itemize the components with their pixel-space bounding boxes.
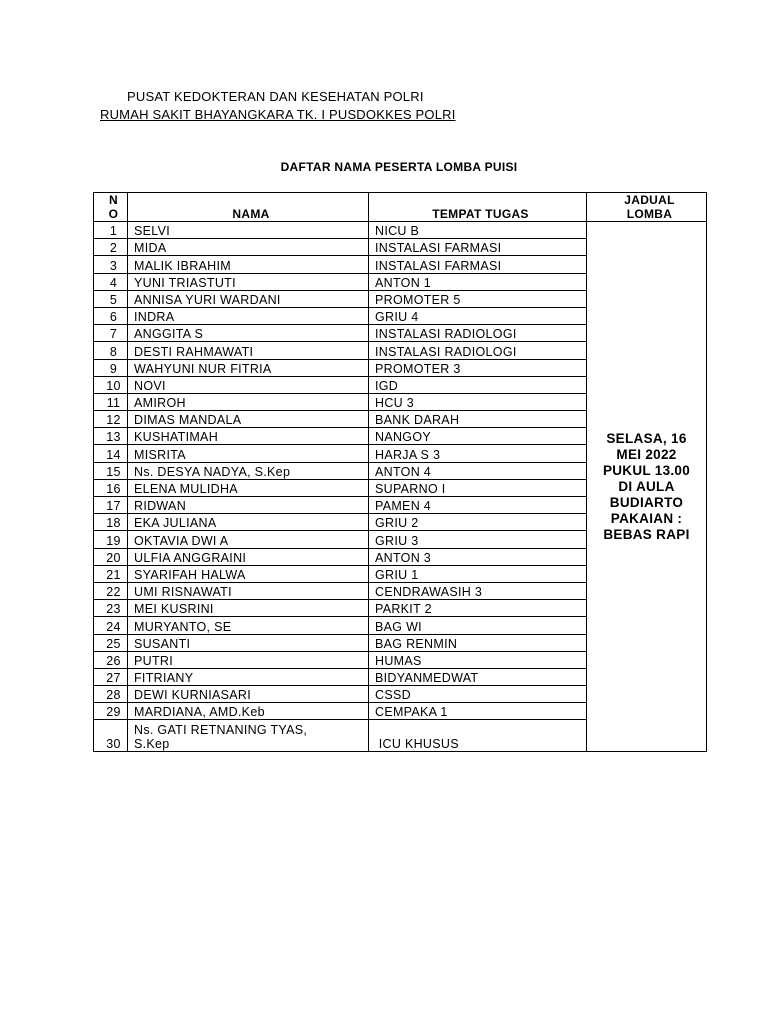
institution-name: PUSAT KEDOKTERAN DAN KESEHATAN POLRI <box>127 89 424 104</box>
schedule-line: MEI 2022 <box>616 446 677 462</box>
table-row <box>94 222 707 239</box>
row-number: 15 <box>94 462 128 479</box>
participant-name <box>128 720 369 752</box>
row-number: 24 <box>94 617 128 634</box>
duty-place: HARJA S 3 <box>369 445 587 462</box>
schedule-line: BEBAS RAPI <box>603 526 690 542</box>
row-number: 9 <box>94 359 128 376</box>
row-number: 12 <box>94 411 128 428</box>
hospital-name: RUMAH SAKIT BHAYANGKARA TK. I PUSDOKKES POLRI <box>100 107 456 122</box>
row-number: 16 <box>94 479 128 496</box>
duty-place: INSTALASI FARMASI <box>369 239 587 256</box>
duty-place: PROMOTER 3 <box>369 359 587 376</box>
row-number: 14 <box>94 445 128 462</box>
header-no-line1: N <box>109 193 118 207</box>
duty-place: ANTON 3 <box>369 548 587 565</box>
row-number: 19 <box>94 531 128 548</box>
participant-name: SYARIFAH HALWA <box>128 565 369 582</box>
participant-name: UMI RISNAWATI <box>128 582 369 599</box>
row-number: 22 <box>94 582 128 599</box>
participant-name: NOVI <box>128 376 369 393</box>
participant-name: ANNISA YURI WARDANI <box>128 290 369 307</box>
participant-name: RIDWAN <box>128 497 369 514</box>
header-schedule-line2: LOMBA <box>626 207 673 221</box>
duty-place: PAMEN 4 <box>369 497 587 514</box>
participant-name: ANGGITA S <box>128 325 369 342</box>
header-name: NAMA <box>128 193 369 222</box>
row-number: 28 <box>94 686 128 703</box>
schedule-line: BUDIARTO <box>609 494 684 510</box>
participant-name: INDRA <box>128 307 369 324</box>
row-number: 2 <box>94 239 128 256</box>
participant-name: KUSHATIMAH <box>128 428 369 445</box>
header-no <box>94 193 128 222</box>
header-place: TEMPAT TUGAS <box>369 193 587 222</box>
participant-name: SUSANTI <box>128 634 369 651</box>
schedule-line: PAKAIAN : <box>610 510 683 526</box>
participant-name: FITRIANY <box>128 668 369 685</box>
row-number: 25 <box>94 634 128 651</box>
row-number: 10 <box>94 376 128 393</box>
duty-place: GRIU 3 <box>369 531 587 548</box>
participant-name: Ns. DESYA NADYA, S.Kep <box>128 462 369 479</box>
header-schedule <box>587 193 707 222</box>
participant-name: WAHYUNI NUR FITRIA <box>128 359 369 376</box>
duty-place: INSTALASI FARMASI <box>369 256 587 273</box>
participant-name: ULFIA ANGGRAINI <box>128 548 369 565</box>
row-number: 21 <box>94 565 128 582</box>
table-body <box>94 222 707 752</box>
duty-place: GRIU 1 <box>369 565 587 582</box>
duty-place: INSTALASI RADIOLOGI <box>369 342 587 359</box>
duty-place: ANTON 1 <box>369 273 587 290</box>
row-number: 8 <box>94 342 128 359</box>
duty-place: CENDRAWASIH 3 <box>369 582 587 599</box>
row-number: 27 <box>94 668 128 685</box>
duty-place: NANGOY <box>369 428 587 445</box>
participant-name-line1: Ns. GATI RETNANING TYAS, <box>134 723 308 738</box>
duty-place: PARKIT 2 <box>369 600 587 617</box>
duty-place: HUMAS <box>369 651 587 668</box>
schedule-line: SELASA, 16 <box>606 430 687 446</box>
participant-name: MEI KUSRINI <box>128 600 369 617</box>
row-number: 30 <box>94 720 128 752</box>
duty-place: NICU B <box>369 222 587 239</box>
duty-place: IGD <box>369 376 587 393</box>
row-number: 18 <box>94 514 128 531</box>
participant-name: AMIROH <box>128 393 369 410</box>
schedule-cell <box>587 222 707 752</box>
participant-name: MARDIANA, AMD.Keb <box>128 703 369 720</box>
participant-name-line2: S.Kep <box>134 737 170 752</box>
duty-place: ICU KHUSUS <box>369 720 587 752</box>
participant-name: DIMAS MANDALA <box>128 411 369 428</box>
document-title: DAFTAR NAMA PESERTA LOMBA PUISI <box>280 160 518 174</box>
row-number: 20 <box>94 548 128 565</box>
schedule-line: DI AULA <box>618 478 675 494</box>
duty-place: BIDYANMEDWAT <box>369 668 587 685</box>
duty-place: HCU 3 <box>369 393 587 410</box>
row-number: 17 <box>94 497 128 514</box>
row-number: 3 <box>94 256 128 273</box>
participant-name: ELENA MULIDHA <box>128 479 369 496</box>
participant-table <box>93 192 707 752</box>
row-number: 5 <box>94 290 128 307</box>
duty-place: SUPARNO I <box>369 479 587 496</box>
duty-place: GRIU 4 <box>369 307 587 324</box>
duty-place: PROMOTER 5 <box>369 290 587 307</box>
row-number: 11 <box>94 393 128 410</box>
participant-name: MISRITA <box>128 445 369 462</box>
row-number: 29 <box>94 703 128 720</box>
duty-place: INSTALASI RADIOLOGI <box>369 325 587 342</box>
duty-place: GRIU 2 <box>369 514 587 531</box>
row-number: 1 <box>94 222 128 239</box>
duty-place: ANTON 4 <box>369 462 587 479</box>
row-number: 4 <box>94 273 128 290</box>
row-number: 7 <box>94 325 128 342</box>
duty-place: BANK DARAH <box>369 411 587 428</box>
participant-name: DESTI RAHMAWATI <box>128 342 369 359</box>
participant-name: OKTAVIA DWI A <box>128 531 369 548</box>
row-number: 13 <box>94 428 128 445</box>
row-number: 23 <box>94 600 128 617</box>
participant-name: MIDA <box>128 239 369 256</box>
participant-name: DEWI KURNIASARI <box>128 686 369 703</box>
participant-name: EKA JULIANA <box>128 514 369 531</box>
participant-name: MALIK IBRAHIM <box>128 256 369 273</box>
duty-place: BAG RENMIN <box>369 634 587 651</box>
participant-name: PUTRI <box>128 651 369 668</box>
participant-name: SELVI <box>128 222 369 239</box>
table-header-row <box>94 193 707 222</box>
participant-name: MURYANTO, SE <box>128 617 369 634</box>
row-number: 6 <box>94 307 128 324</box>
duty-place: CSSD <box>369 686 587 703</box>
duty-place: CEMPAKA 1 <box>369 703 587 720</box>
participant-name: YUNI TRIASTUTI <box>128 273 369 290</box>
row-number: 26 <box>94 651 128 668</box>
schedule-line: PUKUL 13.00 <box>602 462 691 478</box>
header-schedule-line1: JADUAL <box>624 193 675 207</box>
header-no-line2: O <box>108 207 119 221</box>
duty-place: BAG WI <box>369 617 587 634</box>
